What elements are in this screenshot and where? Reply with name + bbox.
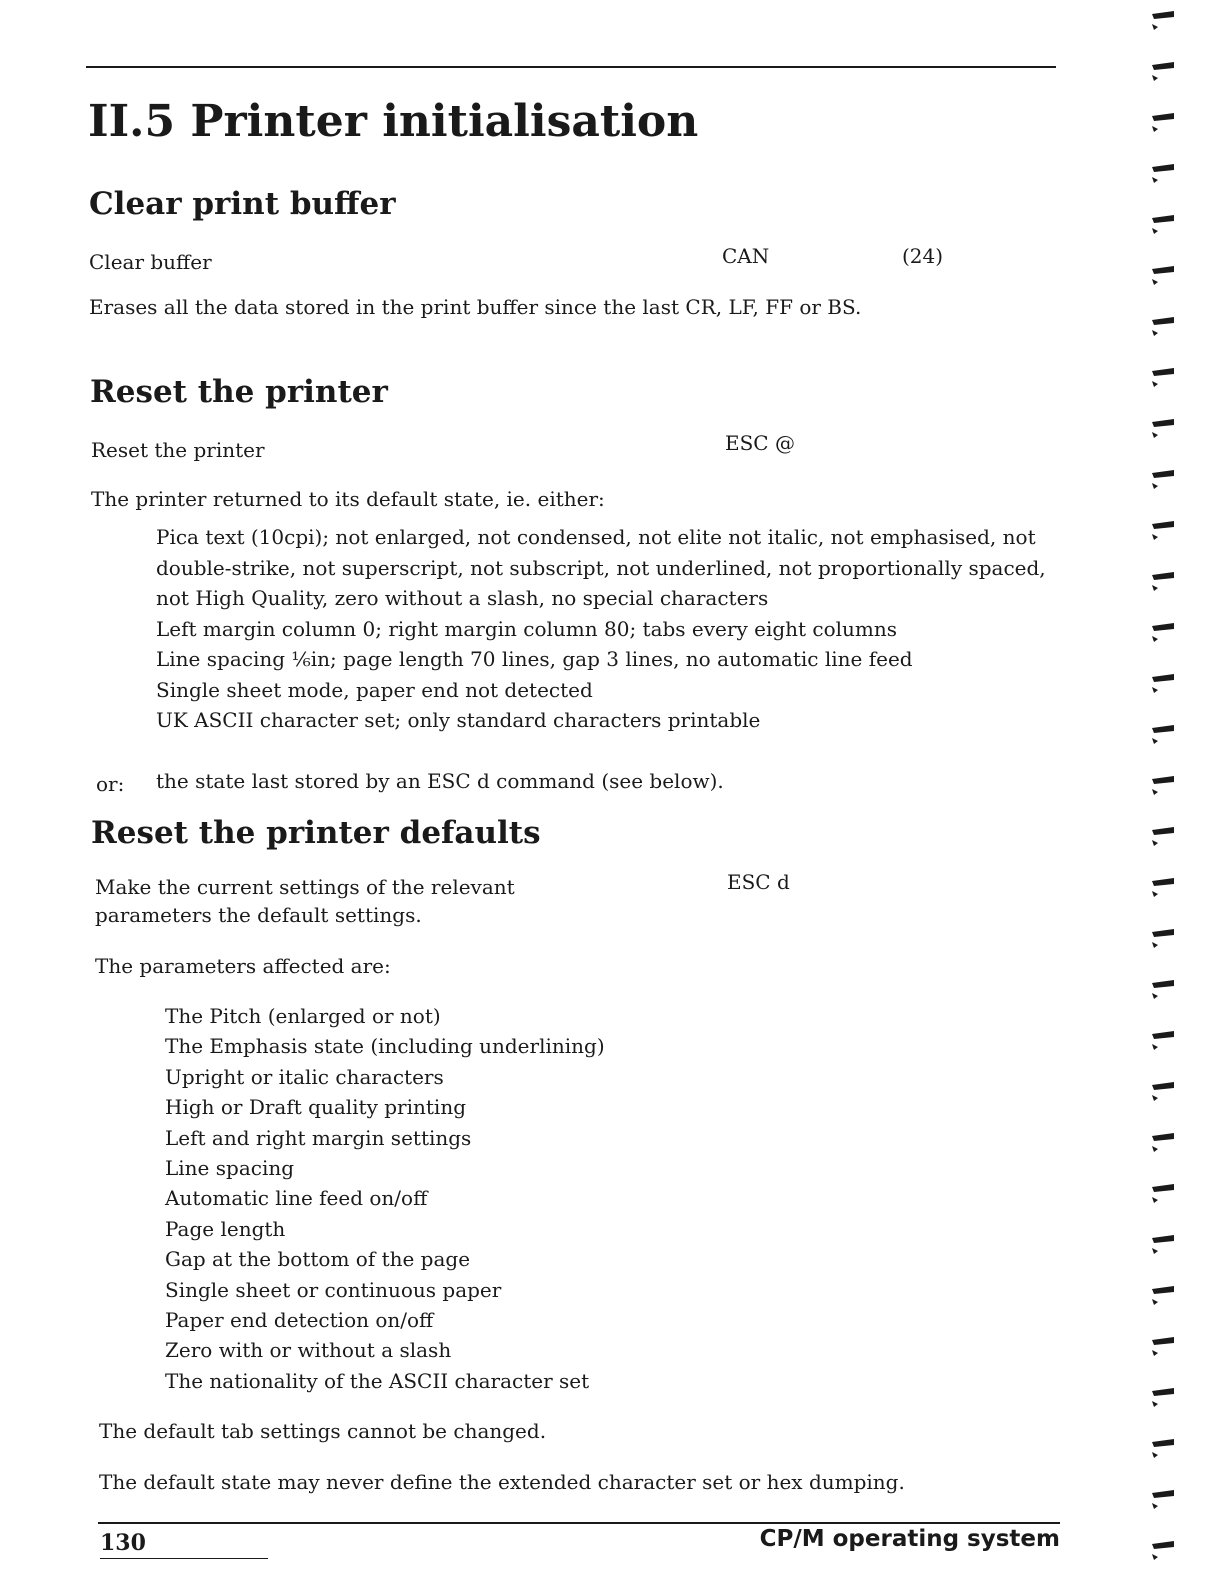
reset-defaults-label-line2: parameters the default settings. (95, 903, 422, 927)
list-item: Page length (165, 1216, 286, 1241)
list-item: Pica text (10cpi); not enlarged, not condensed, not elite not italic, not emphasised, not (156, 525, 1036, 549)
binding-mark (1152, 1133, 1174, 1152)
binding-mark (1152, 674, 1174, 693)
list-item: Zero with or without a slash (165, 1338, 452, 1363)
reset-printer-label: Reset the printer (91, 438, 265, 462)
binding-mark (1152, 215, 1174, 234)
binding-mark (1152, 419, 1174, 438)
reset-printer-command: ESC @ (725, 431, 795, 455)
list-item: Left and right margin settings (165, 1125, 472, 1150)
list-item: Single sheet mode, paper end not detected (156, 677, 593, 702)
binding-mark (1152, 1490, 1174, 1509)
binding-mark (1152, 1235, 1174, 1254)
or-label: or: (96, 772, 125, 796)
page-number: 130 (100, 1530, 146, 1556)
binding-mark (1152, 11, 1174, 30)
list-item: double-strike, not superscript, not subscript, not underlined, not proportionally spaced, (156, 555, 1046, 580)
clear-buffer-command: CAN (722, 244, 770, 268)
binding-marks (1146, 0, 1186, 1584)
binding-mark (1152, 1541, 1174, 1560)
binding-mark (1152, 113, 1174, 132)
list-item: Paper end detection on/off (165, 1308, 434, 1333)
binding-mark (1152, 878, 1174, 897)
reset-defaults-heading: Reset the printer defaults (91, 815, 541, 851)
list-item: The Pitch (enlarged or not) (165, 1004, 441, 1028)
reset-printer-intro: The printer returned to its default state, ie. either: (91, 487, 605, 511)
footer-book-title: CP/M operating system (759, 1526, 1060, 1552)
binding-mark (1152, 1031, 1174, 1050)
list-item: Upright or italic characters (165, 1064, 444, 1089)
binding-mark (1152, 1439, 1174, 1458)
clear-buffer-label: Clear buffer (89, 250, 212, 274)
binding-mark (1152, 1388, 1174, 1407)
reset-printer-heading: Reset the printer (90, 374, 388, 410)
binding-mark (1152, 521, 1174, 540)
list-item: Line spacing (165, 1156, 295, 1181)
binding-mark (1152, 62, 1174, 81)
binding-mark (1152, 317, 1174, 336)
binding-mark (1152, 1286, 1174, 1305)
list-item: Automatic line feed on/off (165, 1186, 428, 1211)
bottom-rule (98, 1522, 1060, 1524)
clear-buffer-heading: Clear print buffer (89, 186, 396, 222)
list-item: The Emphasis state (including underlining) (165, 1034, 605, 1059)
list-item: UK ASCII character set; only standard characters printable (156, 708, 761, 732)
binding-mark (1152, 725, 1174, 744)
list-item: Gap at the bottom of the page (165, 1247, 471, 1272)
list-item: not High Quality, zero without a slash, no special characters (156, 586, 769, 610)
note-tab-settings: The default tab settings cannot be changed. (99, 1419, 547, 1443)
list-item: Left margin column 0; right margin column 80; tabs every eight columns (156, 616, 898, 641)
binding-mark (1152, 266, 1174, 285)
binding-mark (1152, 929, 1174, 948)
list-item: Line spacing ⅙in; page length 70 lines, gap 3 lines, no automatic line feed (156, 647, 913, 671)
parameters-list (165, 1001, 605, 1396)
list-item: High or Draft quality printing (165, 1095, 467, 1120)
page-number-underline (100, 1558, 268, 1559)
default-state-list (156, 522, 1046, 736)
list-item: The nationality of the ASCII character set (165, 1368, 590, 1393)
binding-mark (1152, 1184, 1174, 1203)
binding-mark (1152, 623, 1174, 642)
note-extended-charset: The default state may never define the extended character set or hex dumping. (99, 1470, 905, 1494)
clear-buffer-code: (24) (902, 244, 944, 268)
or-text: the state last stored by an ESC d command (see below). (156, 769, 724, 793)
binding-mark (1152, 572, 1174, 591)
reset-defaults-label-line1: Make the current settings of the relevant (95, 875, 515, 899)
binding-mark (1152, 164, 1174, 183)
list-item: Single sheet or continuous paper (165, 1277, 502, 1302)
binding-mark (1152, 827, 1174, 846)
reset-defaults-intro: The parameters affected are: (95, 954, 391, 978)
section-title: II.5 Printer initialisation (88, 96, 699, 147)
top-rule (86, 66, 1056, 68)
binding-mark (1152, 776, 1174, 795)
binding-mark (1152, 1082, 1174, 1101)
clear-buffer-description: Erases all the data stored in the print buffer since the last CR, LF, FF or BS. (89, 295, 862, 319)
binding-mark (1152, 980, 1174, 999)
binding-mark (1152, 368, 1174, 387)
binding-mark (1152, 1337, 1174, 1356)
reset-defaults-command: ESC d (727, 870, 790, 894)
binding-mark (1152, 470, 1174, 489)
